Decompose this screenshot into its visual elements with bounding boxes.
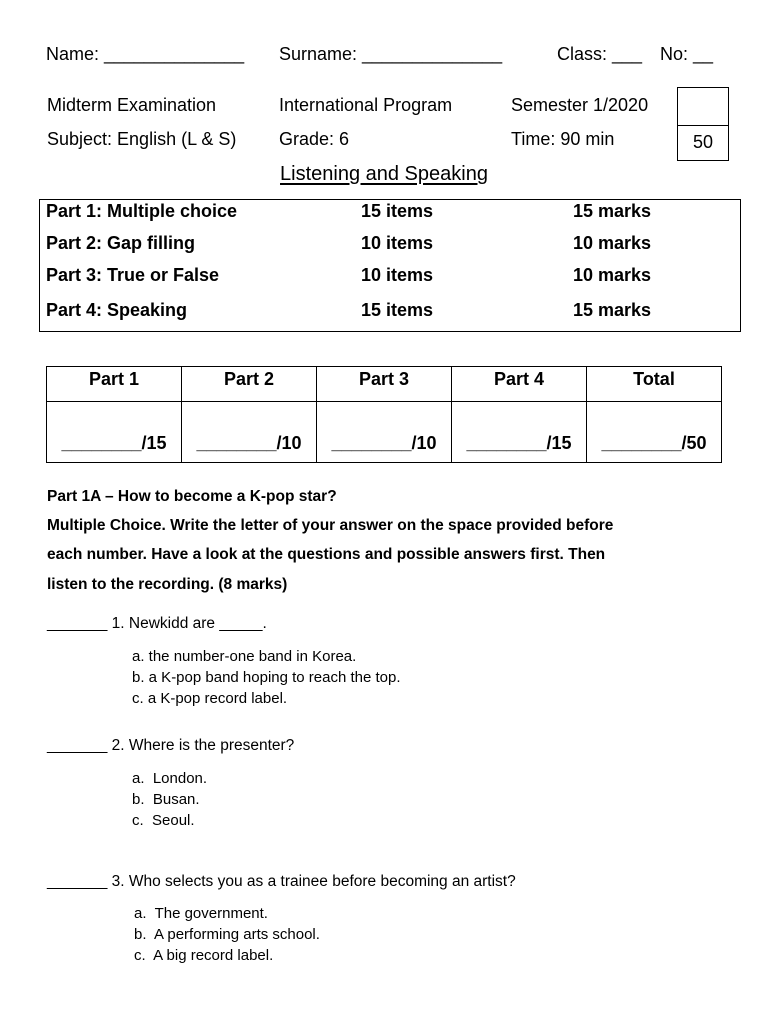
part-name: Part 3: True or False	[46, 265, 220, 285]
total-marks: 50	[692, 132, 714, 152]
grade: Grade: 6	[279, 129, 350, 149]
option: b. A performing arts school.	[134, 926, 320, 943]
instruction-line: Multiple Choice. Write the letter of your answer on the space provided before	[47, 517, 614, 534]
semester: Semester 1/2020	[511, 95, 649, 115]
part-items: 10 items	[361, 233, 434, 253]
option: c. a K-pop record label.	[132, 690, 288, 707]
score-header: Part 3	[317, 367, 452, 402]
part-marks: 10 marks	[573, 265, 652, 285]
score-table-row	[47, 402, 722, 463]
exam-type: Midterm Examination	[47, 95, 217, 115]
score-cell[interactable]: ________/15	[452, 402, 587, 463]
part-marks: 10 marks	[573, 233, 652, 253]
part-row	[40, 265, 740, 289]
parts-overview	[39, 199, 741, 332]
part-name: Part 2: Gap filling	[46, 233, 196, 253]
score-table	[46, 366, 722, 463]
question-2: _______ 2. Where is the presenter?	[47, 737, 295, 754]
part-marks: 15 marks	[573, 300, 652, 320]
option: a. the number-one band in Korea.	[132, 648, 357, 665]
option: c. A big record label.	[134, 947, 274, 964]
total-score-box	[677, 87, 729, 161]
score-cell[interactable]: ________/15	[47, 402, 182, 463]
part-row	[40, 201, 740, 225]
instruction-line: each number. Have a look at the questions and possible answers first. Then	[47, 546, 606, 563]
option: a. The government.	[134, 905, 268, 922]
program-name: International Program	[279, 95, 453, 115]
score-header: Part 2	[182, 367, 317, 402]
class-field-label: Class: ___	[557, 44, 643, 64]
score-header: Part 1	[47, 367, 182, 402]
part-row	[40, 300, 740, 324]
part-items: 10 items	[361, 265, 434, 285]
option: b. Busan.	[132, 791, 200, 808]
surname-field-label: Surname: ______________	[279, 44, 503, 64]
part-name: Part 1: Multiple choice	[46, 201, 238, 221]
score-header: Part 4	[452, 367, 587, 402]
instruction-line: listen to the recording. (8 marks)	[47, 576, 288, 593]
score-table-header-row	[47, 367, 722, 402]
question-1: _______ 1. Newkidd are _____.	[47, 615, 267, 632]
part-items: 15 items	[361, 201, 434, 221]
score-header: Total	[587, 367, 722, 402]
part-items: 15 items	[361, 300, 434, 320]
part1a-title: Part 1A – How to become a K-pop star?	[47, 488, 337, 505]
option: b. a K-pop band hoping to reach the top.	[132, 669, 401, 686]
option: c. Seoul.	[132, 812, 195, 829]
score-cell[interactable]: ________/10	[317, 402, 452, 463]
number-field-label: No: __	[660, 44, 714, 64]
score-box-divider	[678, 125, 728, 126]
name-field-label: Name: ______________	[46, 44, 245, 64]
time-limit: Time: 90 min	[511, 129, 615, 149]
section-title: Listening and Speaking	[280, 163, 488, 185]
option: a. London.	[132, 770, 208, 787]
question-3: _______ 3. Who selects you as a trainee before becoming an artist?	[47, 873, 516, 890]
part-row	[40, 233, 740, 257]
part-name: Part 4: Speaking	[46, 300, 188, 320]
score-cell[interactable]: ________/10	[182, 402, 317, 463]
score-cell[interactable]: ________/50	[587, 402, 722, 463]
part-marks: 15 marks	[573, 201, 652, 221]
subject: Subject: English (L & S)	[47, 129, 237, 149]
